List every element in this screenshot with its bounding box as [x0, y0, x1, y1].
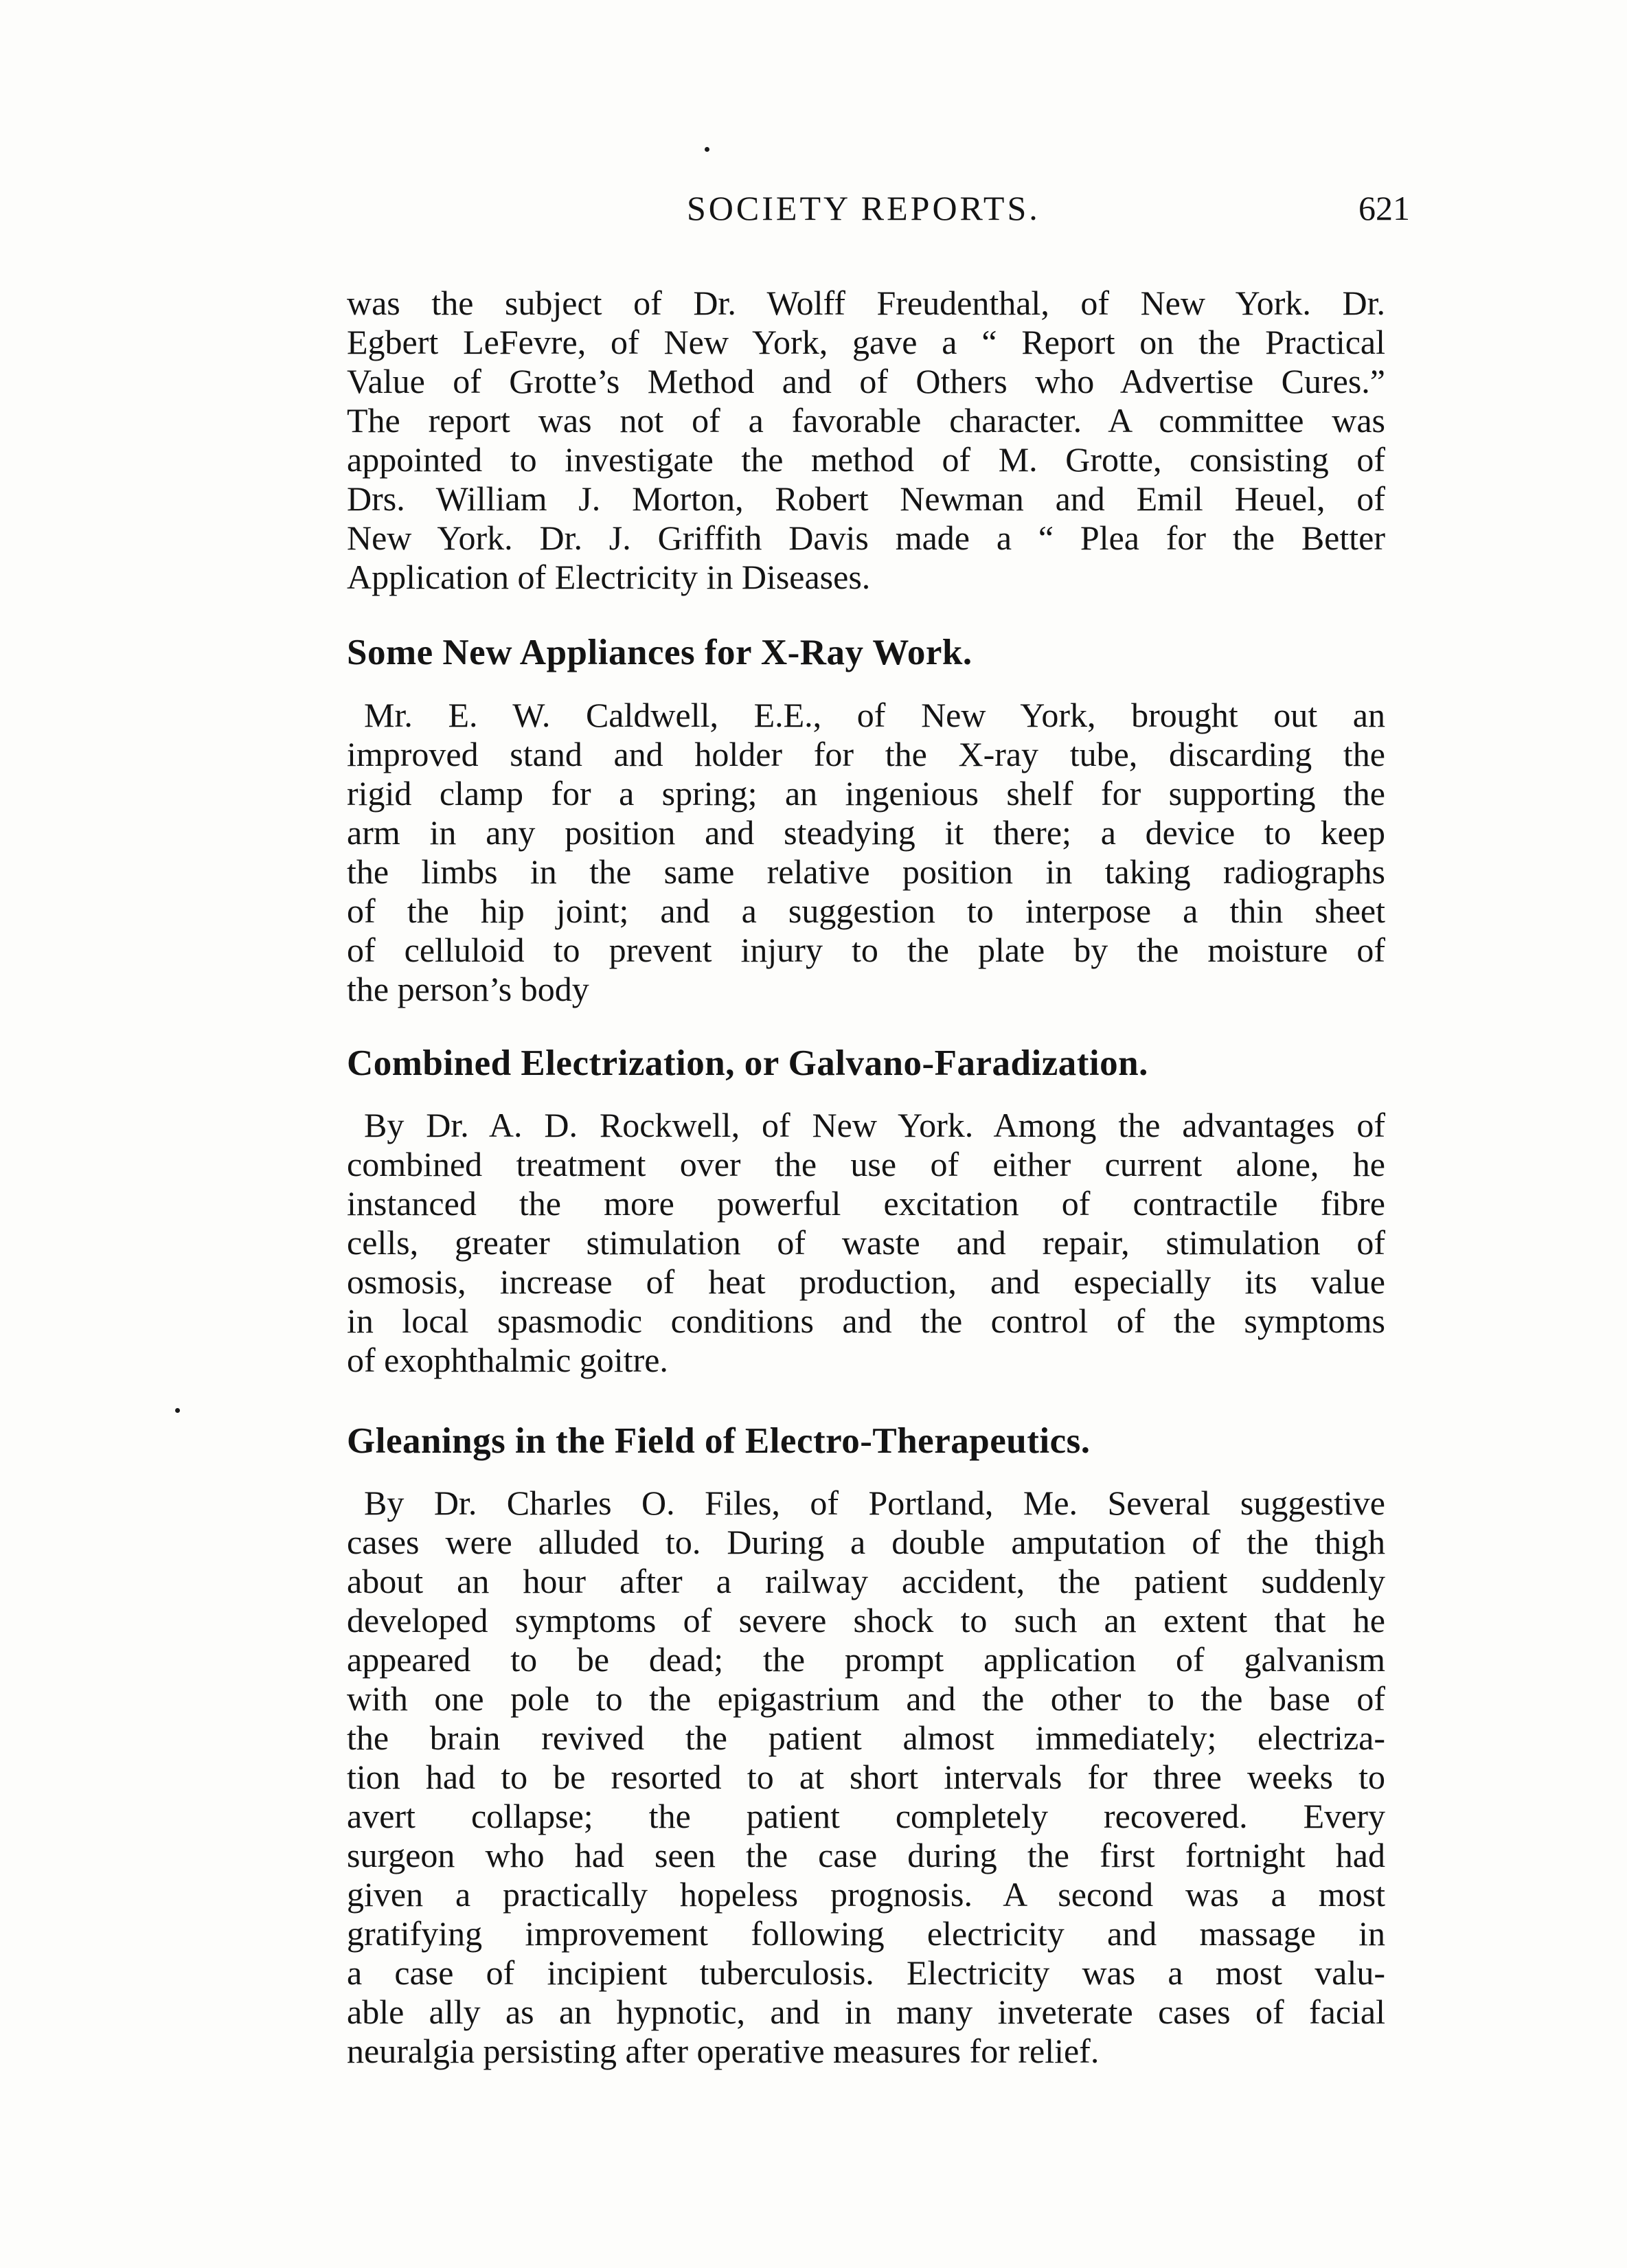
- section-heading: Gleanings in the Field of Electro-Therapeutics.: [347, 1421, 1091, 1461]
- text-line: By Dr. Charles O. Files, of Portland, Me. Several suggestive: [364, 1484, 1385, 1522]
- text-line: improved stand and holder for the X-ray tube, discarding the: [347, 735, 1385, 773]
- text-line: surgeon who had seen the case during the first fortnight had: [347, 1836, 1385, 1874]
- text-line: neuralgia persisting after operative measures for relief.: [347, 2032, 1100, 2070]
- text-line: the limbs in the same relative position in taking radiographs: [347, 852, 1385, 891]
- text-line: given a practically hopeless prognosis. A second was a most: [347, 1875, 1385, 1914]
- text-line: tion had to be resorted to at short intervals for three weeks to: [347, 1758, 1385, 1796]
- section-heading: Some New Appliances for X-Ray Work.: [347, 633, 972, 672]
- text-line: combined treatment over the use of either current alone, he: [347, 1145, 1385, 1183]
- text-line: arm in any position and steadying it there; a device to keep: [347, 813, 1385, 852]
- running-head: SOCIETY REPORTS.: [687, 189, 1040, 227]
- text-line: of exophthalmic goitre.: [347, 1341, 668, 1379]
- text-line: cells, greater stimulation of waste and repair, stimulation of: [347, 1223, 1385, 1262]
- text-line: By Dr. A. D. Rockwell, of New York. Among the advantages of: [364, 1106, 1385, 1144]
- text-line: in local spasmodic conditions and the control of the symptoms: [347, 1302, 1385, 1340]
- text-line: the brain revived the patient almost immediately; electriza-: [347, 1719, 1385, 1757]
- stray-print-mark: [175, 1408, 180, 1413]
- text-line: The report was not of a favorable character. A committee was: [347, 401, 1385, 440]
- text-line: with one pole to the epigastrium and the other to the base of: [347, 1679, 1385, 1718]
- text-line: of the hip joint; and a suggestion to interpose a thin sheet: [347, 892, 1385, 930]
- text-line: developed symptoms of severe shock to such an extent that he: [347, 1601, 1385, 1640]
- text-line: Drs. William J. Morton, Robert Newman and Emil Heuel, of: [347, 479, 1385, 518]
- text-line: rigid clamp for a spring; an ingenious shelf for supporting the: [347, 774, 1385, 813]
- section-heading: Combined Electrization, or Galvano-Faradization.: [347, 1043, 1148, 1083]
- text-line: instanced the more powerful excitation of contractile fibre: [347, 1184, 1385, 1223]
- text-line: the person’s body: [347, 970, 589, 1008]
- text-line: gratifying improvement following electricity and massage in: [347, 1914, 1385, 1953]
- text-line: Mr. E. W. Caldwell, E.E., of New York, brought out an: [364, 696, 1385, 734]
- text-line: able ally as an hypnotic, and in many inveterate cases of facial: [347, 1993, 1385, 2031]
- text-line: appeared to be dead; the prompt application of galvanism: [347, 1640, 1385, 1679]
- text-line: was the subject of Dr. Wolff Freudenthal, of New York. Dr.: [347, 284, 1385, 322]
- text-line: about an hour after a railway accident, the patient suddenly: [347, 1562, 1385, 1600]
- text-line: Egbert LeFevre, of New York, gave a “ Report on the Practical: [347, 323, 1385, 361]
- text-line: a case of incipient tuberculosis. Electricity was a most valu-: [347, 1953, 1385, 1992]
- text-line: appointed to investigate the method of M. Grotte, consisting of: [347, 440, 1385, 479]
- text-line: cases were alluded to. During a double amputation of the thigh: [347, 1523, 1385, 1561]
- text-line: Value of Grotte’s Method and of Others who Advertise Cures.”: [347, 362, 1385, 400]
- text-line: avert collapse; the patient completely recovered. Every: [347, 1797, 1385, 1835]
- stray-print-mark: [705, 147, 709, 152]
- text-line: of celluloid to prevent injury to the plate by the moisture of: [347, 931, 1385, 969]
- text-line: New York. Dr. J. Griffith Davis made a “ Plea for the Better: [347, 519, 1385, 557]
- text-line: osmosis, increase of heat production, and especially its value: [347, 1262, 1385, 1301]
- text-line: Application of Electricity in Diseases.: [347, 558, 871, 596]
- page-number: 621: [1358, 189, 1410, 227]
